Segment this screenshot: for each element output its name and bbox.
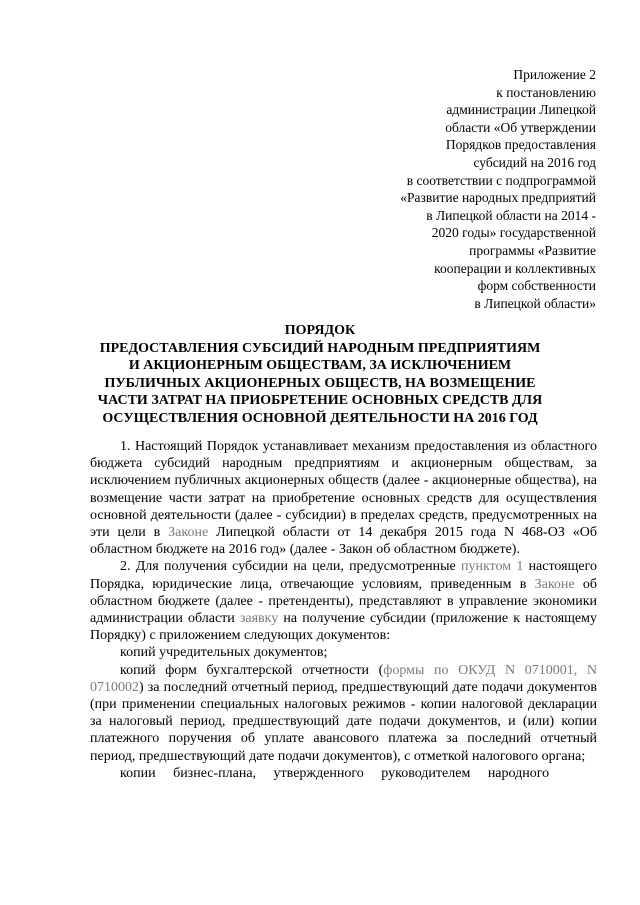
- title-line: ПОРЯДОК: [284, 323, 356, 338]
- title-line: И АКЦИОНЕРНЫМ ОБЩЕСТВАМ, ЗА ИСКЛЮЧЕНИЕМ: [128, 358, 512, 374]
- paragraph-1: [90, 438, 597, 558]
- paragraph-2: [90, 558, 597, 644]
- paragraph-text: на получение субсидии (приложение к настоящему Порядку) с приложением следующих документов:: [90, 611, 597, 644]
- appendix-line: Приложение 2: [513, 67, 596, 82]
- appendix-line: к постановлению: [496, 84, 596, 100]
- title-line: ОСУЩЕСТВЛЕНИЯ ОСНОВНОЙ ДЕЯТЕЛЬНОСТИ НА 2016 ГОД: [102, 410, 538, 426]
- appendix-line: программы «Развитие: [469, 242, 596, 258]
- appendix-line: форм собственности: [477, 278, 596, 294]
- paragraph-text: настоящего Порядка, юридические лица, отвечающие условиям, приведенным в: [90, 559, 597, 592]
- appendix-line: «Развитие народных предприятий: [400, 190, 596, 206]
- title-line: ПРЕДОСТАВЛЕНИЯ СУБСИДИЙ НАРОДНЫМ ПРЕДПРИЯТИЯМ: [99, 340, 541, 356]
- title-line: ЧАСТИ ЗАТРАТ НА ПРИОБРЕТЕНИЕ ОСНОВНЫХ СРЕДСТВ ДЛЯ: [97, 393, 543, 409]
- appendix-line: в Липецкой области»: [474, 295, 596, 311]
- appendix-line: кооперации и коллективных: [434, 260, 596, 276]
- appendix-line: администрации Липецкой: [446, 102, 596, 118]
- paragraph-text: 2. Для получения субсидии на цели, предусмотренные: [120, 559, 461, 575]
- document-body: [90, 438, 597, 782]
- application-link[interactable]: заявку: [239, 611, 279, 627]
- paragraph-4: [90, 662, 597, 765]
- paragraph-5: копии бизнес-плана, утвержденного руководителем народного: [120, 765, 550, 781]
- paragraph-text: копий форм бухгалтерской отчетности (: [120, 662, 384, 678]
- appendix-line: в Липецкой области на 2014 -: [426, 207, 596, 223]
- law-link[interactable]: Законе: [168, 525, 209, 541]
- paragraph-3: копий учредительных документов;: [120, 645, 328, 661]
- document-title: [96, 322, 544, 428]
- law-link[interactable]: Законе: [534, 576, 575, 592]
- appendix-line: Порядков предоставления: [445, 137, 596, 153]
- appendix-line: в соответствии с подпрограммой: [406, 172, 596, 188]
- paragraph-text: об областном бюджете (далее - претенденты), представляют в управление экономики администрации области: [90, 576, 598, 627]
- title-line: ПУБЛИЧНЫХ АКЦИОНЕРНЫХ ОБЩЕСТВ, НА ВОЗМЕЩЕНИЕ: [104, 375, 536, 391]
- paragraph-text: 1. Настоящий Порядок устанавливает механизм предоставления из областного бюджета субсидий народным предприятиям и акционерным обществам, за исключением публичных акционерных обществ (далее - акционерные общества), на возмещение части затрат на приобретение основных средств для осуществления основной деятельности (далее - субсидии) в пределах средств, предусмотренных на эти цели в: [90, 439, 597, 541]
- appendix-header: [380, 66, 596, 312]
- appendix-line: области «Об утверждении: [445, 119, 596, 135]
- appendix-line: 2020 годы» государственной: [431, 225, 596, 241]
- appendix-line: субсидий на 2016 год: [473, 154, 596, 170]
- okud-forms-link[interactable]: формы по ОКУД N 0710001, N 0710002: [90, 662, 597, 695]
- clause-link[interactable]: пунктом 1: [460, 559, 524, 575]
- paragraph-text: ) за последний отчетный период, предшествующий дате подачи документов (при применении специальных налоговых режимов - копии налоговой декларации за налоговый период, предшествующий дате подачи документов, и (или) копии платежного поручения об уплате авансового платежа за последний отчетный период, предшествующий дате подачи документов), с отметкой налогового органа;: [90, 679, 597, 764]
- paragraph-text: Липецкой области от 14 декабря 2015 года N 468-ОЗ «Об областном бюджете на 2016 год» (далее - Закон об областном бюджете).: [90, 525, 597, 558]
